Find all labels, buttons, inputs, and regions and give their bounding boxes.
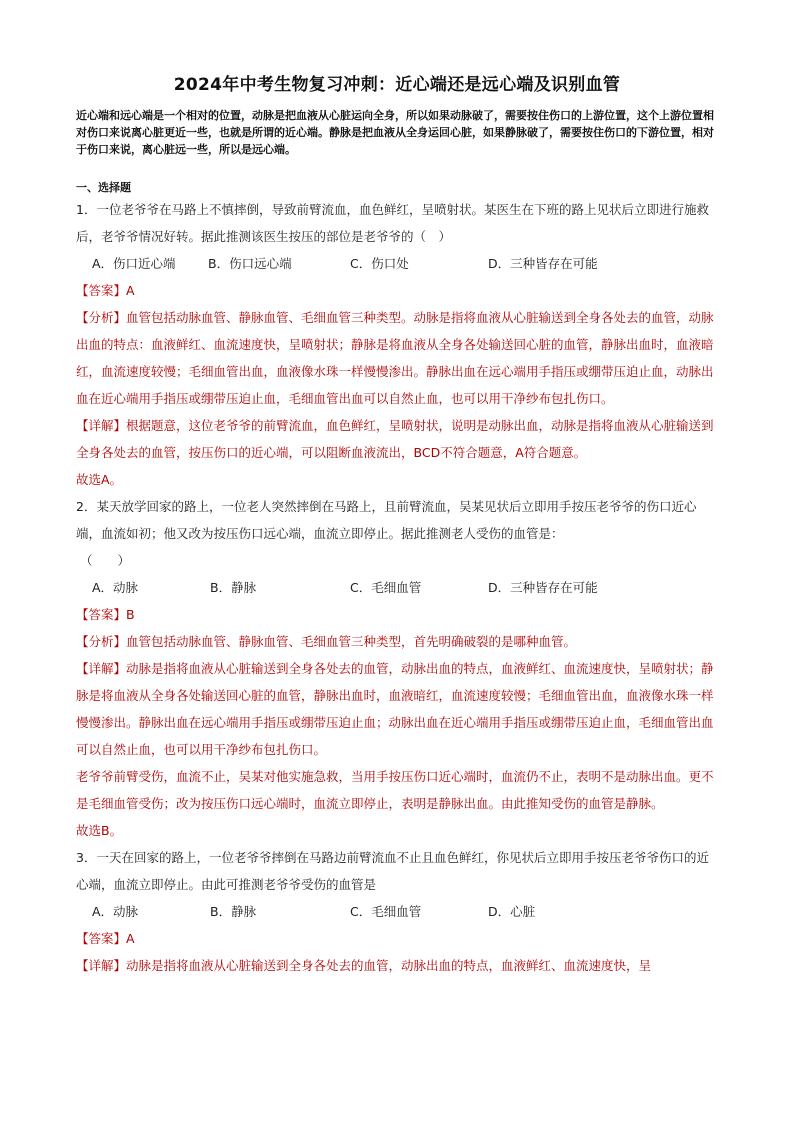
question-1-choice: 故选A。	[76, 472, 123, 487]
question-1-detail	[76, 412, 721, 466]
question-3-answer	[76, 925, 721, 952]
answer-value: A	[126, 283, 135, 298]
detail-text: 动脉是指将血液从心脏输送到全身各处去的血管，动脉出血的特点，血液鲜红、血流速度快，呈喷射状；静脉是将血液从全身各处输送回心脏的血管，静脉出血时，血液暗红，血流速度较慢；毛细血管出血，血液像水珠一样慢慢渗出。静脉出血在远心端用手指压或绷带压迫止血；动脉出血在近心端用手指压或绷带压迫止血，毛细血管出血可以自然止血，也可以用干净纱布包扎伤口。	[76, 661, 714, 757]
q1-option-b: B．伤口远心端	[208, 256, 292, 271]
q3-option-b: B．静脉	[210, 904, 257, 919]
question-2-paren: （ ）	[80, 553, 131, 568]
analysis-text: 血管包括动脉血管、静脉血管、毛细血管三种类型。动脉是指将血液从心脏输送到全身各处去的血管，动脉出血的特点：血液鲜红、血流速度快，呈喷射状；静脉是将血液从全身各处输送回心脏的血管，静脉出血时，血液暗红，血流速度较慢；毛细血管出血，血液像水珠一样慢慢渗出。静脉出血在远心端用手指压或绷带压迫止血，动脉出血在近心端用手指压或绷带压迫止血，毛细血管出血可以自然止血，也可以用干净纱布包扎伤口。	[76, 310, 714, 406]
question-1-stem: 1．一位老爷爷在马路上不慎摔倒，导致前臂流血，血色鲜红，呈喷射状。某医生在下班的路上见状后立即进行施救后，老爷爷情况好转。据此推测该医生按压的部位是老爷爷的（ ）	[76, 202, 709, 244]
q3-option-c: C．毛细血管	[350, 904, 422, 919]
detail-tag: 【详解】	[76, 661, 127, 676]
questions-body	[76, 196, 721, 979]
question-2-options	[76, 574, 721, 601]
q3-option-d: D．心脏	[488, 904, 536, 919]
q1-option-a: A．伤口近心端	[92, 256, 176, 271]
q2-option-c: C．毛细血管	[350, 580, 422, 595]
analysis-text: 血管包括动脉血管、静脉血管、毛细血管三种类型，首先明确破裂的是哪种血管。	[126, 634, 577, 649]
answer-tag: 【答案】	[76, 607, 127, 622]
q1-option-c: C．伤口处	[350, 256, 409, 271]
question-1-answer	[76, 277, 721, 304]
question-2-stem: 2．某天放学回家的路上，一位老人突然摔倒在马路上，且前臂流血，吴某见状后立即用手按压老爷爷的伤口近心端，血流如初；他又改为按压伤口远心端，血流立即停止。据此推测老人受伤的血管是：	[76, 499, 697, 541]
question-1-analysis	[76, 304, 721, 412]
analysis-tag: 【分析】	[76, 310, 127, 325]
page-title: 2024年中考生物复习冲刺：近心端还是远心端及识别血管	[173, 75, 621, 95]
detail-tag: 【详解】	[76, 958, 127, 973]
intro-paragraph: 近心端和远心端是一个相对的位置，动脉是把血液从心脏运向全身，所以如果动脉破了，需要按住伤口的上游位置，这个上游位置相对伤口来说离心脏更近一些，也就是所谓的近心端。静脉是把血液从全身运回心脏，如果静脉破了，需要按住伤口的下游位置，相对于伤口来说，离心脏远一些，所以是远心端。	[76, 109, 714, 156]
detail-text: 根据题意，这位老爷爷的前臂流血，血色鲜红，呈喷射状，说明是动脉出血，动脉是指将血液从心脏输送到全身各处去的血管，按压伤口的近心端，可以阻断血液流出，BCD不符合题意，A符合题意。	[76, 418, 714, 460]
q2-option-d: D．三种皆存在可能	[488, 580, 598, 595]
answer-value: A	[126, 931, 135, 946]
q1-option-d: D．三种皆存在可能	[488, 256, 598, 271]
answer-tag: 【答案】	[76, 931, 127, 946]
question-2-answer	[76, 601, 721, 628]
question-2-detail-continued: 老爷爷前臂受伤，血流不止，吴某对他实施急救，当用手按压伤口近心端时，血流仍不止，表明不是动脉出血。更不是毛细血管受伤；改为按压伤口远心端时，血流立即停止，表明是静脉出血。由此推知受伤的血管是静脉。	[76, 769, 714, 811]
q3-option-a: A．动脉	[92, 904, 139, 919]
question-2-detail	[76, 655, 721, 763]
q2-option-b: B．静脉	[210, 580, 257, 595]
detail-text: 动脉是指将血液从心脏输送到全身各处去的血管，动脉出血的特点，血液鲜红、血流速度快，呈	[126, 958, 652, 973]
question-1-options	[76, 250, 721, 277]
answer-value: B	[126, 607, 135, 622]
question-3-options	[76, 898, 721, 925]
question-2-analysis	[76, 628, 721, 655]
q2-option-a: A．动脉	[92, 580, 139, 595]
question-3-detail	[76, 952, 721, 979]
analysis-tag: 【分析】	[76, 634, 127, 649]
question-2-choice: 故选B。	[76, 823, 123, 838]
answer-tag: 【答案】	[76, 283, 127, 298]
detail-tag: 【详解】	[76, 418, 127, 433]
question-3-stem: 3．一天在回家的路上，一位老爷爷摔倒在马路边前臂流血不止且血色鲜红，你见状后立即用手按压老爷爷伤口的近心端，血流立即停止。由此可推测老爷爷受伤的血管是	[76, 850, 709, 892]
section-heading: 一、选择题	[76, 181, 131, 194]
